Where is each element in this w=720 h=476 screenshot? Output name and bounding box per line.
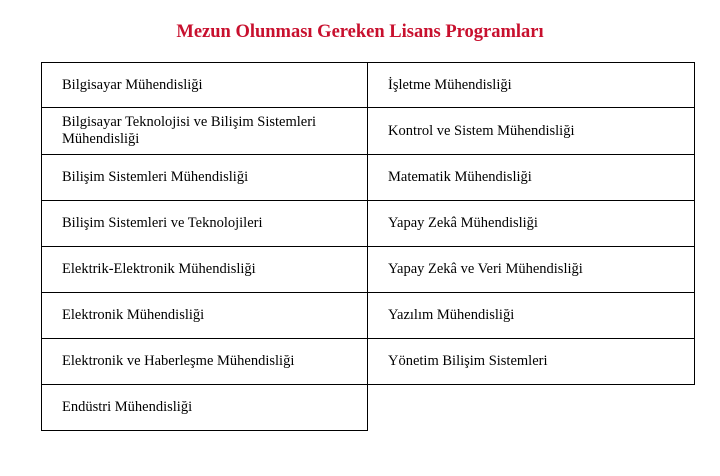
programs-table bbox=[41, 62, 695, 431]
program-cell: Yapay Zekâ ve Veri Mühendisliği bbox=[368, 247, 695, 293]
empty-cell bbox=[368, 385, 695, 431]
program-cell: Bilişim Sistemleri ve Teknolojileri bbox=[42, 201, 368, 247]
program-cell: Endüstri Mühendisliği bbox=[42, 385, 368, 431]
program-cell: Kontrol ve Sistem Mühendisliği bbox=[368, 108, 695, 155]
program-cell: İşletme Mühendisliği bbox=[368, 63, 695, 108]
program-cell: Yazılım Mühendisliği bbox=[368, 293, 695, 339]
table-row bbox=[42, 201, 695, 247]
program-cell: Bilgisayar Mühendisliği bbox=[42, 63, 368, 108]
program-cell: Bilişim Sistemleri Mühendisliği bbox=[42, 155, 368, 201]
program-cell: Elektronik ve Haberleşme Mühendisliği bbox=[42, 339, 368, 385]
page-title: Mezun Olunması Gereken Lisans Programları bbox=[176, 22, 544, 42]
program-cell: Elektrik-Elektronik Mühendisliği bbox=[42, 247, 368, 293]
table-row bbox=[42, 155, 695, 201]
table-row bbox=[42, 247, 695, 293]
table-row bbox=[42, 293, 695, 339]
table-row bbox=[42, 385, 695, 431]
table-row bbox=[42, 339, 695, 385]
program-cell: Yapay Zekâ Mühendisliği bbox=[368, 201, 695, 247]
table-row bbox=[42, 63, 695, 108]
program-cell: Matematik Mühendisliği bbox=[368, 155, 695, 201]
table-row bbox=[42, 108, 695, 155]
program-cell: Elektronik Mühendisliği bbox=[42, 293, 368, 339]
program-cell: Yönetim Bilişim Sistemleri bbox=[368, 339, 695, 385]
program-cell: Bilgisayar Teknolojisi ve Bilişim Sistemleri Mühendisliği bbox=[42, 108, 368, 155]
